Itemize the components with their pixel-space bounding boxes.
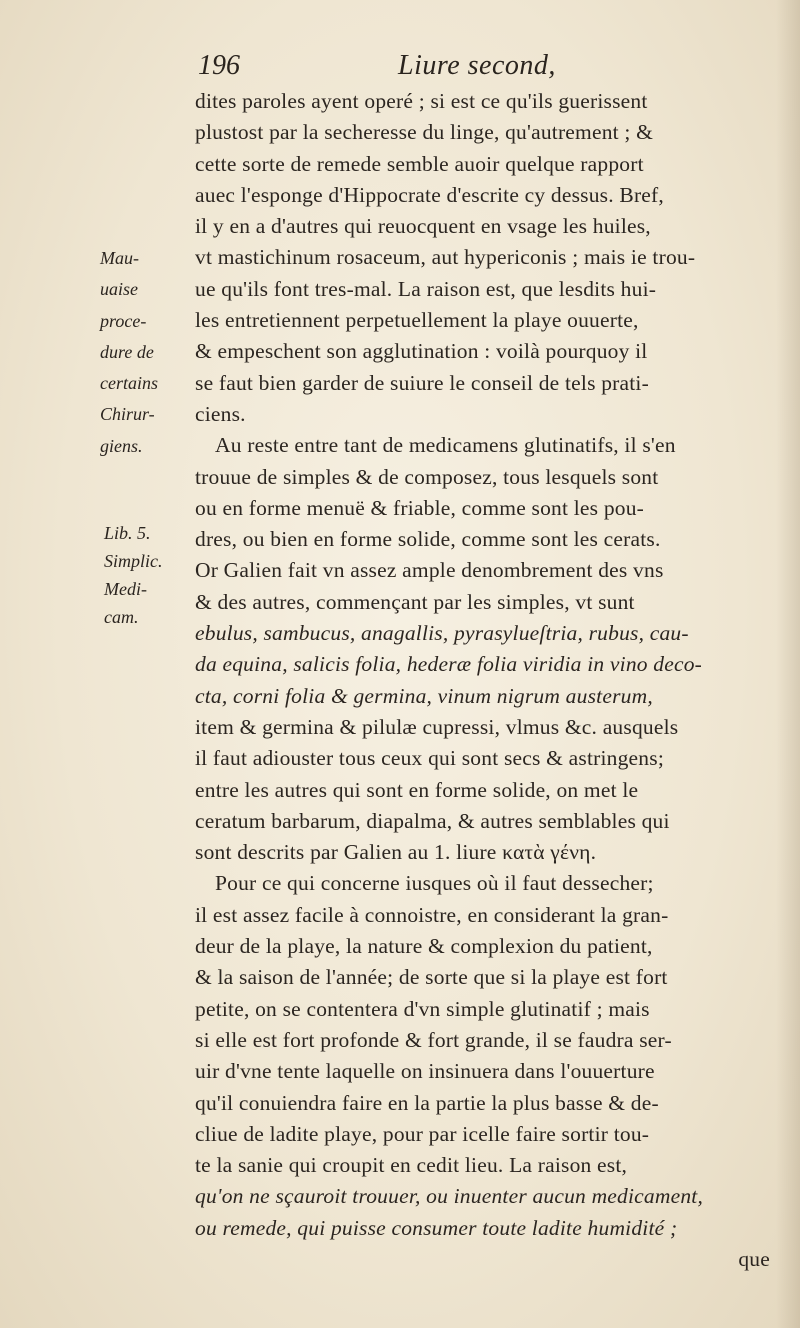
text-line: se faut bien garder de suiure le conseil de tels prati-	[195, 370, 649, 395]
text-line: les entretiennent perpetuellement la playe ouuerte,	[195, 308, 639, 333]
text-line: vt mastichinum rosaceum, aut hypericonis ; mais ie trou-	[195, 245, 696, 270]
margin-note-line: cam.	[104, 607, 139, 627]
text-line: auec l'esponge d'Hippocrate d'escrite cy dessus. Bref,	[195, 182, 664, 207]
margin-note-reference	[104, 519, 163, 631]
text-line: & la saison de l'année; de sorte que si la playe est fort	[195, 965, 668, 990]
text-line: da equina, salicis folia, hederæ folia viridia in vino deco-	[195, 652, 703, 677]
text-line: qu'il conuiendra faire en la partie la plus basse & de-	[195, 1090, 659, 1115]
running-title: Liure second,	[398, 50, 556, 81]
text-line: il y en a d'autres qui reuocquent en vsage les huiles,	[195, 214, 651, 239]
text-line: trouue de simples & de composez, tous lesquels sont	[195, 464, 659, 489]
text-line: cta, corni folia & germina, vinum nigrum austerum,	[195, 683, 653, 708]
text-line: deur de la playe, la nature & complexion du patient,	[195, 934, 653, 959]
catchword: que	[738, 1246, 770, 1271]
text-line: ou remede, qui puisse consumer toute ladite humidité ;	[195, 1215, 678, 1240]
text-line: cliue de ladite playe, pour par icelle faire sortir tou-	[195, 1121, 650, 1146]
text-line: ciens.	[195, 401, 246, 426]
text-line: dites paroles ayent operé ; si est ce qu'ils guerissent	[195, 89, 648, 113]
text-line: ou en forme menuë & friable, comme sont les pou-	[195, 495, 645, 520]
text-line: sont descrits par Galien au 1. liure κατὰ γένη.	[195, 840, 597, 865]
margin-note-line: Chirur-	[100, 404, 155, 425]
margin-note-line: certains	[100, 373, 158, 394]
text-line: & des autres, commençant par les simples, vt sunt	[195, 589, 635, 614]
text-line: ue qu'ils font tres-mal. La raison est, que lesdits hui-	[195, 276, 657, 301]
text-line: te la sanie qui croupit en cedit lieu. La raison est,	[195, 1153, 628, 1178]
page-header	[198, 50, 598, 90]
body-text	[195, 86, 770, 1275]
margin-note-line: giens.	[100, 435, 143, 456]
margin-note-line: Simplic.	[104, 551, 163, 571]
text-line: item & germina & pilulæ cupressi, vlmus &c. ausquels	[195, 714, 679, 739]
margin-note-line: uaise	[100, 279, 138, 300]
text-line: plustost par la secheresse du linge, qu'autrement ; &	[195, 120, 654, 145]
text-line: si elle est fort profonde & fort grande, il se faudra ser-	[195, 1027, 672, 1052]
text-line: qu'on ne sçauroit trouuer, ou inuenter aucun medicament,	[195, 1184, 704, 1209]
margin-note-line: dure de	[100, 341, 154, 362]
page-edge-shadow	[776, 0, 800, 1328]
margin-note-line: Mau-	[100, 248, 139, 268]
text-line: il faut adiouster tous ceux qui sont secs & astringens;	[195, 746, 664, 771]
text-line: cette sorte de remede semble auoir quelque rapport	[195, 151, 644, 176]
text-line: dres, ou bien en forme solide, comme sont les cerats.	[195, 527, 661, 552]
text-line: ebulus, sambucus, anagallis, pyrasylueſtria, rubus, cau-	[195, 621, 689, 646]
page-number: 196	[198, 50, 240, 81]
text-line: il est assez facile à connoistre, en considerant la gran-	[195, 902, 669, 927]
margin-note-line: proce-	[100, 310, 147, 331]
text-line: entre les autres qui sont en forme solide, on met le	[195, 777, 639, 802]
text-line: uir d'vne tente laquelle on insinuera dans l'ouuerture	[195, 1059, 655, 1084]
text-line: Au reste entre tant de medicamens glutinatifs, il s'en	[215, 433, 676, 458]
text-line: Pour ce qui concerne iusques où il faut dessecher;	[215, 871, 654, 896]
margin-note-line: Lib. 5.	[104, 523, 151, 543]
text-line: & empeschent son agglutination : voilà pourquoy il	[195, 339, 648, 364]
text-line: ceratum barbarum, diapalma, & autres semblables qui	[195, 808, 670, 833]
text-line: petite, on se contentera d'vn simple glutinatif ; mais	[195, 996, 650, 1021]
margin-note-line: Medi-	[104, 579, 147, 599]
text-line: Or Galien fait vn assez ample denombrement des vns	[195, 558, 664, 583]
margin-note-procedure	[100, 243, 158, 462]
